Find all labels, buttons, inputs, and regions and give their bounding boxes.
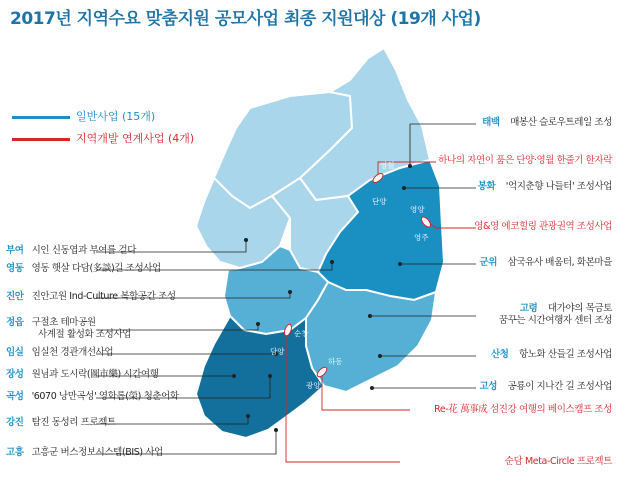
project-goryeong: 고령 대가야의 목금토 꿈꾸는 시간여행자 센터 조성 bbox=[498, 303, 612, 326]
legend-general-label: 일반사업 (15개) bbox=[76, 110, 156, 123]
city-label: 단양 bbox=[372, 197, 387, 206]
project-yeongyang-yeongju: 영&영 에코힐링 관광권역 조성사업 bbox=[474, 221, 612, 232]
project-danyang-yeongwol: 하나의 자연이 품은 단양·영월 한줄기 한자락 bbox=[438, 155, 612, 166]
project-gokseong: 곡성 '6070 낭만곡성' 영화롭(榮) 청춘어화 bbox=[6, 391, 179, 402]
legend-regional-label: 지역개발 연계사업 (4개) bbox=[76, 132, 195, 145]
city-label: 순창 bbox=[294, 329, 309, 338]
project-goheung: 고흥 고흥군 버스정보시스템(BIS) 사업 bbox=[6, 447, 163, 458]
project-jangseong: 장성 원님과 도시락(圖市樂) 시간여행 bbox=[6, 369, 159, 380]
city-label: 영월 bbox=[380, 161, 395, 170]
project-jinan: 진안 진안고원 Ind-Culture 복합공간 조성 bbox=[6, 291, 176, 302]
city-label: 영주 bbox=[414, 233, 429, 242]
city-label: 영양 bbox=[410, 205, 425, 214]
project-buyeo: 부여 시인 신동엽과 부여를 걷다 bbox=[6, 245, 136, 256]
project-sancheong: 산청 항노화 산들길 조성사업 bbox=[490, 349, 612, 360]
project-taebaek: 태백 매봉산 슬로우트레일 조성 bbox=[482, 117, 612, 128]
city-label: 하동 bbox=[328, 357, 343, 366]
project-goseong: 고성 공룡이 지나간 길 조성사업 bbox=[479, 381, 612, 392]
project-bonghwa: 봉화 '억지춘향 나들터' 조성사업 bbox=[477, 181, 612, 192]
project-imsil: 임실 임실천 경관개선사업 bbox=[6, 347, 114, 358]
city-label: 광양 bbox=[306, 381, 321, 390]
project-yeongdong: 영동 영동 햇살 다담(多談)길 조성사업 bbox=[6, 263, 161, 274]
project-gangjin: 강진 탐진 동성리 프로젝트 bbox=[6, 417, 116, 428]
page-title: 2017년 지역수요 맞춤지원 공모사업 최종 지원대상 (19개 사업) bbox=[10, 9, 481, 29]
city-label: 담양 bbox=[270, 347, 285, 356]
project-jeongeup: 정읍 구절초 테마공원 사계절 활성화 조성사업 bbox=[6, 317, 132, 340]
project-hadong-gwangyang: Re-花 萬事成 섬진강 여행의 베이스캠프 조성 bbox=[434, 404, 612, 415]
region-gyeongnam bbox=[306, 282, 436, 392]
project-gunwi: 군위 삼국유사 배움터, 화본마을 bbox=[479, 257, 612, 268]
project-sunchang-damyang: 순담 Meta-Circle 프로젝트 bbox=[504, 456, 612, 467]
